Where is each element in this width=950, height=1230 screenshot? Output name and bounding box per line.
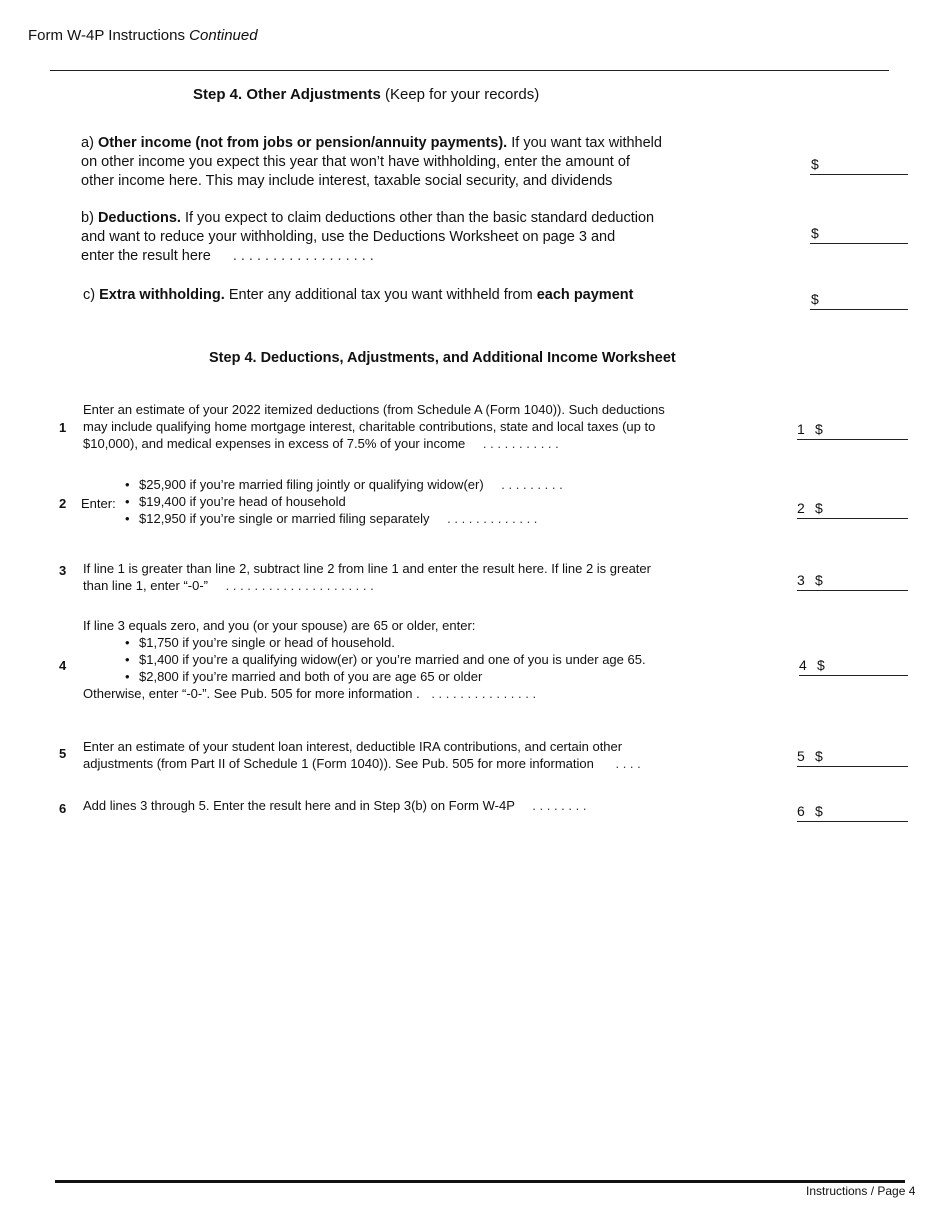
step4a-text3: other income here. This may include interest, taxable social security, and dividends <box>81 173 613 189</box>
step4c-amount-field[interactable] <box>810 287 908 310</box>
worksheet-title: Step 4. Deductions, Adjustments, and Additional Income Worksheet <box>209 350 676 366</box>
leader-dots: . . . . . . . . . . . . . . . . . . <box>232 248 374 264</box>
line2-option-1: • $25,900 if you’re married filing jointly or qualifying widow(er) . . . . . . . . . <box>123 476 773 493</box>
line-number-4: 4 <box>59 658 67 673</box>
line6-amount-field[interactable] <box>797 800 908 822</box>
top-divider <box>50 70 889 71</box>
line4-option-3: • $2,800 if you’re married and both of you are age 65 or older <box>123 668 783 685</box>
step4b-text2: and want to reduce your withholding, use the Deductions Worksheet on page 3 and <box>81 229 616 245</box>
line3-amount-field[interactable] <box>797 569 908 591</box>
leader-dots: . . . . . . . . . . . <box>482 436 559 451</box>
step4a-paragraph <box>81 134 781 191</box>
step4b-paragraph <box>81 209 801 266</box>
continued-label: Continued <box>189 27 258 44</box>
line6-text <box>83 797 783 814</box>
line4-text1: If line 3 equals zero, and you (or your spouse) are 65 or older, enter: <box>83 618 476 633</box>
step4a-text2: on other income you expect this year that won’t have withholding, enter the amount of <box>81 154 630 170</box>
line5-text1: Enter an estimate of your student loan interest, deductible IRA contributions, and certain other <box>83 739 623 754</box>
form-name: Form W-4P Instructions <box>28 27 185 44</box>
step4c-emphasis: each payment <box>536 287 634 303</box>
line2-option-2: • $19,400 if you’re head of household <box>123 493 773 510</box>
line1-text3: $10,000), and medical expenses in excess of 7.5% of your income <box>83 436 466 451</box>
dollar-sign: $ <box>815 572 823 588</box>
dollar-sign: $ <box>811 156 819 172</box>
line1-text <box>83 401 783 452</box>
dollar-sign: $ <box>817 657 825 673</box>
step4a-prefix: a) <box>81 135 94 151</box>
line-number-2: 2 <box>59 496 67 511</box>
line5-amount-field[interactable] <box>797 745 908 767</box>
field-line-number: 6 <box>797 803 805 819</box>
field-line-number: 4 <box>799 657 807 673</box>
leader-dots: . . . . . . . . . . . . . . . . . . . . . <box>225 578 374 593</box>
leader-dots: . . . . . . . . . . . . . . . <box>431 686 537 701</box>
field-line-number: 5 <box>797 748 805 764</box>
step4b-text1: If you expect to claim deductions other than the basic standard deduction <box>184 210 655 226</box>
line6-text1: Add lines 3 through 5. Enter the result here and in Step 3(b) on Form W-4P <box>83 798 515 813</box>
line4-option-2: • $1,400 if you’re a qualifying widow(er) or you’re married and one of you is under age 65. <box>123 651 783 668</box>
line-number-5: 5 <box>59 746 67 761</box>
page-header <box>28 27 258 44</box>
line2-option-3: • $12,950 if you’re single or married filing separately . . . . . . . . . . . . . <box>123 510 773 527</box>
line4-text <box>83 617 783 702</box>
line5-text2: adjustments (from Part II of Schedule 1 (Form 1040)). See Pub. 505 for more information <box>83 756 594 771</box>
line4-amount-field[interactable] <box>799 654 908 676</box>
dollar-sign: $ <box>815 748 823 764</box>
line3-text2: than line 1, enter “-0-” <box>83 578 209 593</box>
line3-text1: If line 1 is greater than line 2, subtract line 2 from line 1 and enter the result here. If line 2 is greater <box>83 561 651 576</box>
field-line-number: 1 <box>797 421 805 437</box>
step4c-heading: Extra withholding. <box>99 287 225 303</box>
line1-text1: Enter an estimate of your 2022 itemized deductions (from Schedule A (Form 1040)). Such deductions <box>83 402 665 417</box>
step4c-prefix: c) <box>83 287 96 303</box>
step4b-prefix: b) <box>81 210 94 226</box>
step4-title-note: (Keep for your records) <box>384 86 540 103</box>
leader-dots: . . . . . . . . . . . . . <box>447 511 538 526</box>
dollar-sign: $ <box>811 225 819 241</box>
step4-title <box>193 86 539 103</box>
leader-dots: . . . . . . . . <box>532 798 587 813</box>
step4b-heading: Deductions. <box>97 210 181 226</box>
dollar-sign: $ <box>811 291 819 307</box>
step4c-text1: Enter any additional tax you want withheld from <box>228 287 533 303</box>
dollar-sign: $ <box>815 500 823 516</box>
bottom-divider <box>55 1180 905 1183</box>
line4-text2: Otherwise, enter “-0-”. See Pub. 505 for more information . <box>83 686 420 701</box>
step4a-heading: Other income (not from jobs or pension/annuity payments). <box>97 135 508 151</box>
line4-option-1: • $1,750 if you’re single or head of household. <box>123 634 783 651</box>
leader-dots: . . . . . . . . . <box>501 477 563 492</box>
line-number-3: 3 <box>59 563 67 578</box>
field-line-number: 2 <box>797 500 805 516</box>
step4-title-text: Step 4. Other Adjustments <box>193 86 381 103</box>
line3-text <box>83 560 783 594</box>
step4a-text1: If you want tax withheld <box>511 135 662 151</box>
dollar-sign: $ <box>815 421 823 437</box>
line1-amount-field[interactable] <box>797 418 908 440</box>
line2-options <box>123 476 773 527</box>
line1-text2: may include qualifying home mortgage interest, charitable contributions, state and local taxes (up to <box>83 419 656 434</box>
line5-text <box>83 738 783 772</box>
step4b-text3: enter the result here <box>81 248 211 264</box>
step4c-paragraph <box>83 286 783 305</box>
page-label: Instructions / Page 4 <box>806 1184 916 1198</box>
line-number-1: 1 <box>59 420 67 435</box>
dollar-sign: $ <box>815 803 823 819</box>
line2-amount-field[interactable] <box>797 497 908 519</box>
line-number-6: 6 <box>59 801 67 816</box>
leader-dots: . . . . <box>615 756 641 771</box>
line2-enter-label: Enter: <box>81 496 116 511</box>
step4b-amount-field[interactable] <box>810 221 908 244</box>
step4a-amount-field[interactable] <box>810 152 908 175</box>
field-line-number: 3 <box>797 572 805 588</box>
